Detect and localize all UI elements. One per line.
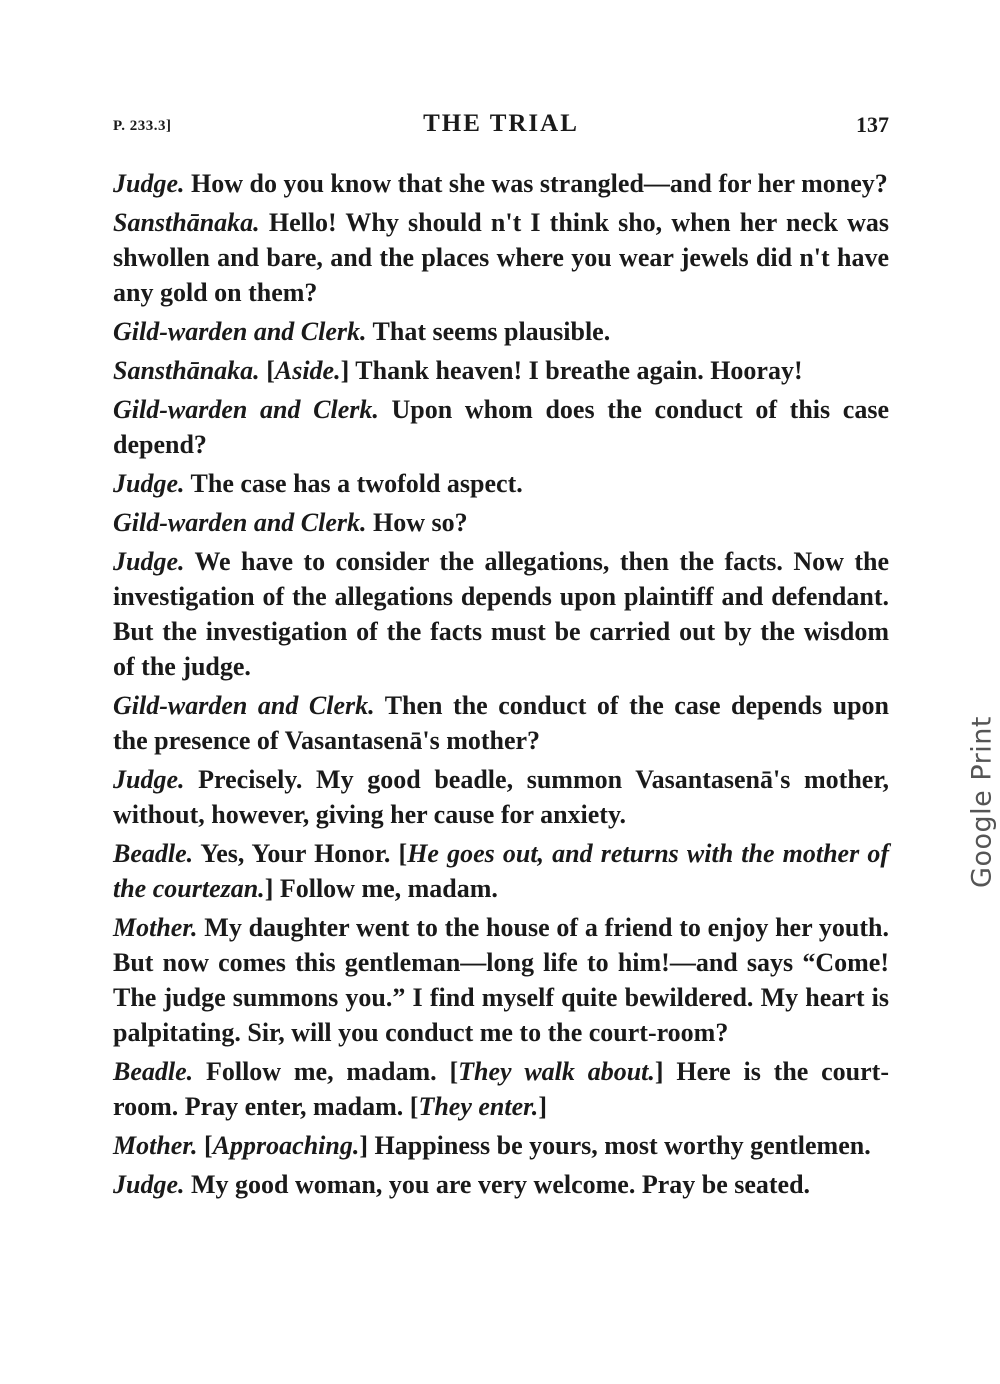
dialogue-paragraph xyxy=(113,353,889,388)
speaker-name: Gild-warden and Clerk. xyxy=(113,691,375,720)
watermark-label xyxy=(962,712,1000,892)
dialogue-text: ] Follow me, madam. xyxy=(264,874,498,903)
dialogue-paragraph xyxy=(113,762,889,832)
watermark-text: Google Print xyxy=(966,716,998,888)
dialogue-text: [ xyxy=(197,1131,213,1160)
dialogue-text: How do you know that she was strangled—and for her money? xyxy=(184,169,888,198)
speaker-name: Judge. xyxy=(113,1170,185,1199)
dialogue-text: We have to consider the allegations, then the facts. Now the investigation of the allegations depends upon plaintiff and defendant. But the investigation of the facts must be carried out by the wisdom of the judge. xyxy=(113,547,889,681)
stage-direction: Aside. xyxy=(274,356,341,385)
dialogue-paragraph xyxy=(113,392,889,462)
speaker-name: Judge. xyxy=(113,169,185,198)
dialogue-paragraph xyxy=(113,505,889,540)
dialogue-paragraph xyxy=(113,1128,889,1163)
dialogue-text: Precisely. My good beadle, summon Vasantasenā's mother, without, however, giving her cause for anxiety. xyxy=(113,765,889,829)
dialogue-body xyxy=(113,166,889,1202)
speaker-name: Gild-warden and Clerk. xyxy=(113,508,367,537)
speaker-name: Judge. xyxy=(113,765,185,794)
dialogue-text: ] Happiness be yours, most worthy gentlemen. xyxy=(359,1131,871,1160)
dialogue-paragraph xyxy=(113,688,889,758)
dialogue-text: My daughter went to the house of a friend to enjoy her youth. But now comes this gentleman—long life to him!—and says “Come! The judge summons you.” I find myself quite bewildered. My heart is palpitating. Sir, will you conduct me to the court-room? xyxy=(113,913,889,1047)
stage-direction: He goes out, and returns with the mother of the courtezan. xyxy=(113,839,889,903)
dialogue-text: My good woman, you are very welcome. Pray be seated. xyxy=(184,1170,811,1199)
dialogue-paragraph xyxy=(113,544,889,684)
speaker-name: Gild-warden and Clerk. xyxy=(113,317,367,346)
dialogue-paragraph xyxy=(113,910,889,1050)
dialogue-paragraph xyxy=(113,1167,889,1202)
dialogue-text: Hello! Why should n't I think sho, when her neck was shwollen and bare, and the places where you wear jewels did n't have any gold on them? xyxy=(113,208,889,307)
speaker-name: Sansthānaka. xyxy=(113,356,260,385)
dialogue-text: Upon whom does the conduct of this case depend? xyxy=(113,395,889,459)
dialogue-text: [ xyxy=(259,356,275,385)
dialogue-paragraph xyxy=(113,314,889,349)
stage-direction: They enter. xyxy=(418,1092,539,1121)
speaker-name: Mother. xyxy=(113,913,198,942)
speaker-name: Mother. xyxy=(113,1131,198,1160)
dialogue-paragraph xyxy=(113,166,889,201)
speaker-name: Beadle. xyxy=(113,839,194,868)
dialogue-text: Follow me, madam. [ xyxy=(193,1057,459,1086)
dialogue-paragraph xyxy=(113,1054,889,1124)
dialogue-text: Yes, Your Honor. [ xyxy=(193,839,408,868)
book-page xyxy=(113,110,889,1206)
page-reference: P. 233.3] xyxy=(113,118,172,134)
dialogue-text: That seems plausible. xyxy=(366,317,611,346)
dialogue-text: ] Here is the court-room. Pray enter, madam. [ xyxy=(113,1057,889,1121)
speaker-name: Gild-warden and Clerk. xyxy=(113,395,379,424)
dialogue-text: Then the conduct of the case depends upon the presence of Vasantasenā's mother? xyxy=(113,691,890,755)
dialogue-paragraph xyxy=(113,466,889,501)
stage-direction: Approaching. xyxy=(212,1131,360,1160)
dialogue-text: The case has a twofold aspect. xyxy=(184,469,523,498)
speaker-name: Beadle. xyxy=(113,1057,194,1086)
dialogue-text: ] Thank heaven! I breathe again. Hooray! xyxy=(340,356,803,385)
dialogue-text: How so? xyxy=(366,508,468,537)
dialogue-text: ] xyxy=(538,1092,547,1121)
speaker-name: Sansthānaka. xyxy=(113,208,260,237)
stage-direction: They walk about. xyxy=(458,1057,655,1086)
chapter-title: THE TRIAL xyxy=(423,110,579,137)
dialogue-paragraph xyxy=(113,205,889,310)
running-head xyxy=(113,110,889,150)
page-number: 137 xyxy=(856,112,889,137)
dialogue-paragraph xyxy=(113,836,889,906)
speaker-name: Judge. xyxy=(113,547,185,576)
speaker-name: Judge. xyxy=(113,469,185,498)
